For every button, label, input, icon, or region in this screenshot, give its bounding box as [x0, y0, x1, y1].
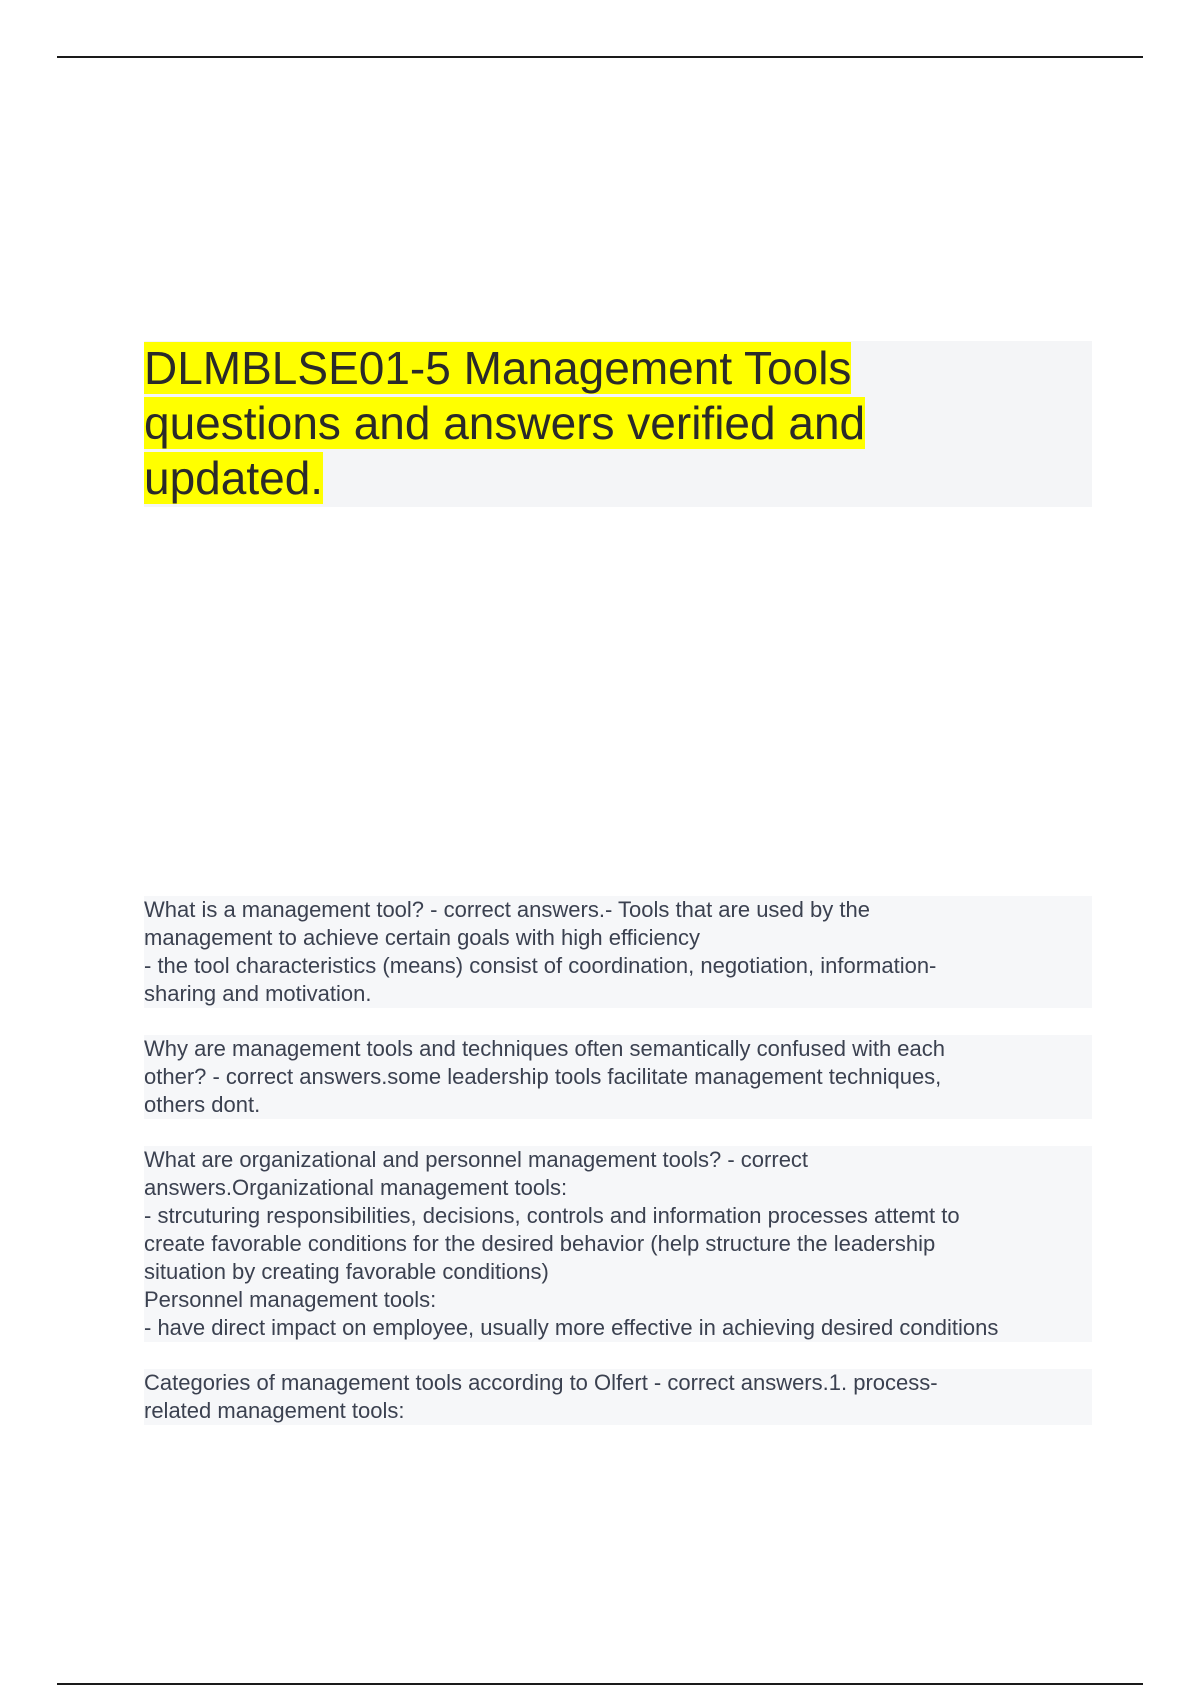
qa-line: others dont.	[144, 1092, 261, 1117]
qa-item	[144, 1369, 1092, 1425]
qa-line: - strcuturing responsibilities, decisions, controls and information processes attemt to	[144, 1203, 960, 1228]
qa-line: management to achieve certain goals with high efficiency	[144, 925, 701, 950]
document-title	[144, 341, 1092, 506]
qa-line: What is a management tool? - correct answers.- Tools that are used by the	[144, 897, 870, 922]
qa-line: What are organizational and personnel management tools? - correct	[144, 1147, 809, 1172]
title-block	[144, 341, 1092, 507]
qa-item	[144, 1146, 1092, 1342]
title-line-2: questions and answers verified and	[144, 397, 866, 449]
title-line-3: updated.	[144, 452, 324, 504]
qa-list	[144, 896, 1092, 1452]
title-line-1: DLMBLSE01-5 Management Tools	[144, 342, 852, 394]
qa-line: - the tool characteristics (means) consist of coordination, negotiation, information-	[144, 953, 937, 978]
qa-line: other? - correct answers.some leadership tools facilitate management techniques,	[144, 1064, 942, 1089]
qa-line: situation by creating favorable conditions)	[144, 1259, 549, 1284]
qa-line: Personnel management tools:	[144, 1287, 437, 1312]
qa-line: sharing and motivation.	[144, 981, 372, 1006]
qa-line: Why are management tools and techniques often semantically confused with each	[144, 1036, 946, 1061]
qa-line: related management tools:	[144, 1398, 405, 1423]
qa-item	[144, 1035, 1092, 1119]
qa-item	[144, 896, 1092, 1008]
qa-line: Categories of management tools according to Olfert - correct answers.1. process-	[144, 1370, 938, 1395]
top-rule	[57, 56, 1143, 58]
qa-line: answers.Organizational management tools:	[144, 1175, 568, 1200]
bottom-rule	[57, 1683, 1143, 1685]
qa-line: - have direct impact on employee, usually more effective in achieving desired conditions	[144, 1315, 999, 1340]
qa-line: create favorable conditions for the desired behavior (help structure the leadership	[144, 1231, 936, 1256]
